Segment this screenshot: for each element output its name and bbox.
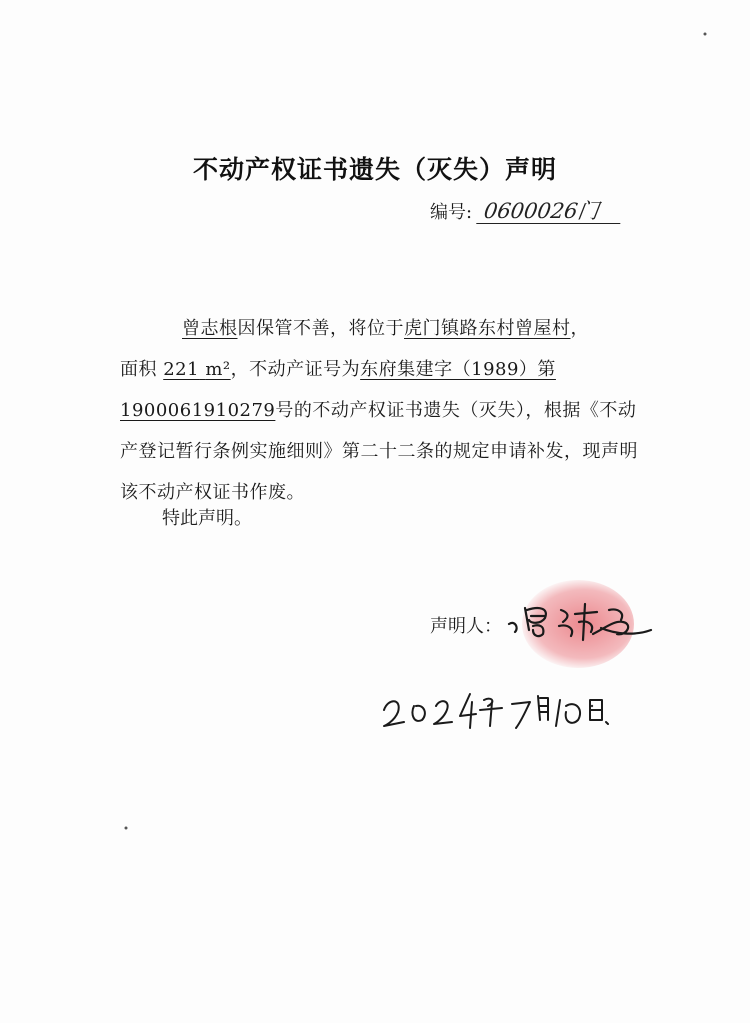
- cert-prefix: 东府集建字（1989）第: [360, 359, 556, 380]
- property-location: 虎门镇路东村曾屋村: [404, 318, 571, 339]
- number-value: 0600026门: [476, 199, 624, 224]
- cert-number: 1900061910279: [120, 400, 276, 421]
- paragraph-line-1: [120, 308, 640, 349]
- paragraph-line-3: [120, 390, 640, 513]
- number-label: 编号:: [430, 202, 473, 223]
- document-title: 不动产权证书遗失（灭失）声明: [192, 155, 557, 184]
- closing-text: 特此声明。: [162, 508, 252, 529]
- area-unit: m²: [205, 359, 231, 380]
- area-value: 221: [163, 359, 200, 380]
- text-a: 因保管不善，将位于: [237, 318, 404, 339]
- declarant-label: 声明人：: [430, 616, 502, 637]
- declarant-row: [430, 612, 502, 638]
- area-value-group: [163, 359, 230, 380]
- handwritten-date: [380, 680, 610, 740]
- declaration-paragraph: [120, 308, 640, 513]
- area-label: 面积: [120, 359, 157, 380]
- owner-name: 曾志根: [182, 318, 238, 339]
- text-d: 号的不动产权证书遗失（灭失），根据《不动产登记暂行条例实施细则》第二十二条的规定申请补发，现声明该不动产权证书作废。: [120, 400, 638, 503]
- text-c: ，不动产证号为: [230, 359, 361, 380]
- text-b: ，: [570, 318, 589, 339]
- number-row: [430, 198, 622, 224]
- paragraph-line-2: [120, 349, 640, 390]
- handwritten-signature: [505, 590, 655, 650]
